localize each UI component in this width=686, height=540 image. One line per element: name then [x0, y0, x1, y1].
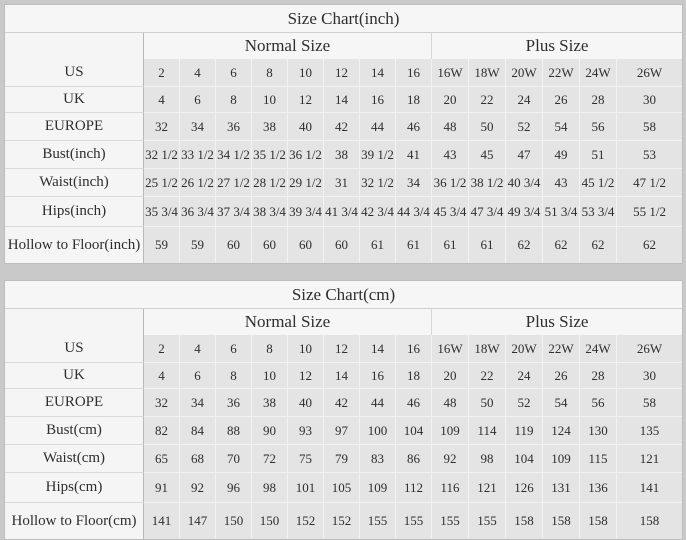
size-value-cell: 10 — [288, 335, 324, 363]
size-value-cell: 47 1/2 — [617, 169, 682, 197]
size-value-cell: 52 — [506, 389, 543, 417]
size-value-cell: 18 — [396, 363, 432, 389]
size-value-cell: 60 — [288, 227, 324, 263]
size-value-cell: 141 — [144, 503, 180, 539]
size-value-cell: 28 — [580, 87, 617, 113]
size-value-cell: 42 — [324, 389, 360, 417]
size-value-cell: 130 — [580, 417, 617, 445]
size-value-cell: 22 — [469, 87, 506, 113]
size-value-cell: 28 — [580, 363, 617, 389]
table-row — [5, 87, 682, 113]
size-value-cell: 26W — [617, 335, 682, 363]
size-value-cell: 43 — [432, 141, 469, 169]
size-value-cell: 10 — [252, 363, 288, 389]
size-value-cell: 31 — [324, 169, 360, 197]
size-chart-cm-table — [4, 280, 683, 540]
size-value-cell: 40 — [288, 113, 324, 141]
size-value-cell: 22W — [543, 59, 580, 87]
size-value-cell: 20 — [432, 87, 469, 113]
size-value-cell: 20 — [432, 363, 469, 389]
size-value-cell: 62 — [617, 227, 682, 263]
size-value-cell: 42 3/4 — [360, 197, 396, 227]
size-value-cell: 51 — [580, 141, 617, 169]
size-value-cell: 60 — [252, 227, 288, 263]
size-value-cell: 55 1/2 — [617, 197, 682, 227]
size-value-cell: 70 — [216, 445, 252, 473]
table-row — [5, 227, 682, 263]
size-value-cell: 34 1/2 — [216, 141, 252, 169]
row-label: Hips(inch) — [5, 197, 144, 227]
size-chart-inch — [4, 4, 681, 264]
size-value-cell: 53 3/4 — [580, 197, 617, 227]
size-value-cell: 40 — [288, 389, 324, 417]
size-value-cell: 86 — [396, 445, 432, 473]
size-value-cell: 2 — [144, 335, 180, 363]
size-value-cell: 90 — [252, 417, 288, 445]
size-value-cell: 4 — [144, 363, 180, 389]
size-value-cell: 36 — [216, 389, 252, 417]
size-value-cell: 93 — [288, 417, 324, 445]
size-value-cell: 8 — [216, 87, 252, 113]
size-value-cell: 44 — [360, 389, 396, 417]
size-value-cell: 82 — [144, 417, 180, 445]
size-value-cell: 79 — [324, 445, 360, 473]
size-value-cell: 75 — [288, 445, 324, 473]
size-value-cell: 38 — [252, 113, 288, 141]
size-value-cell: 14 — [360, 335, 396, 363]
size-value-cell: 53 — [617, 141, 682, 169]
size-value-cell: 27 1/2 — [216, 169, 252, 197]
size-value-cell: 34 — [396, 169, 432, 197]
size-value-cell: 124 — [543, 417, 580, 445]
size-value-cell: 60 — [324, 227, 360, 263]
row-label: US — [5, 59, 144, 87]
size-group-header-row — [5, 33, 682, 59]
chart-title: Size Chart(cm) — [5, 281, 682, 309]
size-value-cell: 109 — [432, 417, 469, 445]
size-value-cell: 24W — [580, 335, 617, 363]
size-value-cell: 16 — [396, 59, 432, 87]
size-value-cell: 48 — [432, 389, 469, 417]
row-label: Hollow to Floor(inch) — [5, 227, 144, 263]
label-column-spacer — [5, 309, 144, 335]
size-value-cell: 58 — [617, 113, 682, 141]
table-row — [5, 417, 682, 445]
size-value-cell: 12 — [288, 87, 324, 113]
size-value-cell: 38 — [324, 141, 360, 169]
size-value-cell: 4 — [144, 87, 180, 113]
size-value-cell: 158 — [617, 503, 682, 539]
size-value-cell: 20W — [506, 59, 543, 87]
size-value-cell: 35 1/2 — [252, 141, 288, 169]
size-value-cell: 152 — [288, 503, 324, 539]
size-value-cell: 92 — [180, 473, 216, 503]
size-value-cell: 155 — [469, 503, 506, 539]
size-value-cell: 8 — [216, 363, 252, 389]
size-value-cell: 16 — [360, 87, 396, 113]
row-label: Waist(inch) — [5, 169, 144, 197]
size-value-cell: 36 — [216, 113, 252, 141]
size-value-cell: 121 — [617, 445, 682, 473]
size-value-cell: 104 — [506, 445, 543, 473]
size-value-cell: 32 — [144, 389, 180, 417]
size-value-cell: 14 — [360, 59, 396, 87]
size-value-cell: 54 — [543, 389, 580, 417]
table-row — [5, 473, 682, 503]
plus-size-header: Plus Size — [432, 309, 682, 335]
size-value-cell: 32 1/2 — [144, 141, 180, 169]
size-value-cell: 28 1/2 — [252, 169, 288, 197]
row-label: Hollow to Floor(cm) — [5, 503, 144, 539]
size-value-cell: 109 — [543, 445, 580, 473]
size-value-cell: 6 — [180, 363, 216, 389]
row-label: UK — [5, 87, 144, 113]
size-value-cell: 56 — [580, 389, 617, 417]
size-chart-inch-table — [4, 4, 683, 264]
size-value-cell: 158 — [506, 503, 543, 539]
size-value-cell: 51 3/4 — [543, 197, 580, 227]
size-value-cell: 115 — [580, 445, 617, 473]
size-value-cell: 59 — [180, 227, 216, 263]
size-value-cell: 155 — [396, 503, 432, 539]
size-value-cell: 105 — [324, 473, 360, 503]
size-value-cell: 47 3/4 — [469, 197, 506, 227]
size-value-cell: 47 — [506, 141, 543, 169]
size-value-cell: 155 — [432, 503, 469, 539]
size-value-cell: 88 — [216, 417, 252, 445]
row-label: Bust(cm) — [5, 417, 144, 445]
size-value-cell: 16 — [360, 363, 396, 389]
size-value-cell: 10 — [288, 59, 324, 87]
size-value-cell: 101 — [288, 473, 324, 503]
size-value-cell: 29 1/2 — [288, 169, 324, 197]
size-value-cell: 150 — [252, 503, 288, 539]
size-value-cell: 65 — [144, 445, 180, 473]
size-value-cell: 18W — [469, 335, 506, 363]
size-value-cell: 56 — [580, 113, 617, 141]
table-row — [5, 197, 682, 227]
chart-title: Size Chart(inch) — [5, 5, 682, 33]
size-value-cell: 4 — [180, 59, 216, 87]
size-value-cell: 24 — [506, 87, 543, 113]
size-value-cell: 36 3/4 — [180, 197, 216, 227]
size-value-cell: 38 1/2 — [469, 169, 506, 197]
size-value-cell: 45 — [469, 141, 506, 169]
size-value-cell: 116 — [432, 473, 469, 503]
size-value-cell: 38 3/4 — [252, 197, 288, 227]
title-row — [5, 5, 682, 33]
size-value-cell: 49 — [543, 141, 580, 169]
size-value-cell: 98 — [469, 445, 506, 473]
size-value-cell: 30 — [617, 87, 682, 113]
size-value-cell: 39 1/2 — [360, 141, 396, 169]
size-value-cell: 26W — [617, 59, 682, 87]
size-value-cell: 61 — [396, 227, 432, 263]
size-value-cell: 155 — [360, 503, 396, 539]
row-label: Bust(inch) — [5, 141, 144, 169]
size-value-cell: 112 — [396, 473, 432, 503]
size-group-header-row — [5, 309, 682, 335]
size-value-cell: 18 — [396, 87, 432, 113]
size-value-cell: 150 — [216, 503, 252, 539]
table-row — [5, 113, 682, 141]
size-value-cell: 141 — [617, 473, 682, 503]
size-value-cell: 58 — [617, 389, 682, 417]
size-value-cell: 91 — [144, 473, 180, 503]
size-value-cell: 40 3/4 — [506, 169, 543, 197]
size-value-cell: 84 — [180, 417, 216, 445]
size-value-cell: 60 — [216, 227, 252, 263]
table-row — [5, 503, 682, 539]
size-value-cell: 68 — [180, 445, 216, 473]
size-value-cell: 30 — [617, 363, 682, 389]
size-value-cell: 96 — [216, 473, 252, 503]
size-value-cell: 119 — [506, 417, 543, 445]
table-row — [5, 335, 682, 363]
size-value-cell: 26 — [543, 363, 580, 389]
size-value-cell: 12 — [288, 363, 324, 389]
size-value-cell: 109 — [360, 473, 396, 503]
size-value-cell: 14 — [324, 363, 360, 389]
size-value-cell: 41 3/4 — [324, 197, 360, 227]
size-value-cell: 16 — [396, 335, 432, 363]
table-row — [5, 363, 682, 389]
row-label: UK — [5, 363, 144, 389]
size-value-cell: 26 1/2 — [180, 169, 216, 197]
size-value-cell: 44 — [360, 113, 396, 141]
title-row — [5, 281, 682, 309]
size-value-cell: 49 3/4 — [506, 197, 543, 227]
size-value-cell: 14 — [324, 87, 360, 113]
size-value-cell: 42 — [324, 113, 360, 141]
size-value-cell: 26 — [543, 87, 580, 113]
size-value-cell: 43 — [543, 169, 580, 197]
size-value-cell: 46 — [396, 113, 432, 141]
size-value-cell: 10 — [252, 87, 288, 113]
size-value-cell: 147 — [180, 503, 216, 539]
size-value-cell: 54 — [543, 113, 580, 141]
size-value-cell: 152 — [324, 503, 360, 539]
size-value-cell: 158 — [543, 503, 580, 539]
size-value-cell: 22 — [469, 363, 506, 389]
size-value-cell: 4 — [180, 335, 216, 363]
size-value-cell: 61 — [360, 227, 396, 263]
size-value-cell: 135 — [617, 417, 682, 445]
row-label: Waist(cm) — [5, 445, 144, 473]
size-value-cell: 25 1/2 — [144, 169, 180, 197]
size-value-cell: 18W — [469, 59, 506, 87]
size-value-cell: 121 — [469, 473, 506, 503]
size-value-cell: 62 — [506, 227, 543, 263]
size-value-cell: 62 — [580, 227, 617, 263]
size-value-cell: 12 — [324, 59, 360, 87]
table-row — [5, 169, 682, 197]
size-value-cell: 32 — [144, 113, 180, 141]
size-value-cell: 97 — [324, 417, 360, 445]
table-row — [5, 445, 682, 473]
size-value-cell: 36 1/2 — [432, 169, 469, 197]
size-value-cell: 44 3/4 — [396, 197, 432, 227]
size-value-cell: 50 — [469, 113, 506, 141]
size-value-cell: 104 — [396, 417, 432, 445]
size-value-cell: 126 — [506, 473, 543, 503]
size-value-cell: 50 — [469, 389, 506, 417]
size-chart-cm — [4, 280, 681, 540]
size-value-cell: 16W — [432, 59, 469, 87]
size-value-cell: 36 1/2 — [288, 141, 324, 169]
size-value-cell: 114 — [469, 417, 506, 445]
size-value-cell: 45 3/4 — [432, 197, 469, 227]
size-value-cell: 38 — [252, 389, 288, 417]
size-value-cell: 46 — [396, 389, 432, 417]
plus-size-header: Plus Size — [432, 33, 682, 59]
table-row — [5, 59, 682, 87]
size-value-cell: 22W — [543, 335, 580, 363]
size-value-cell: 6 — [216, 59, 252, 87]
size-value-cell: 24W — [580, 59, 617, 87]
size-value-cell: 35 3/4 — [144, 197, 180, 227]
table-row — [5, 141, 682, 169]
size-value-cell: 24 — [506, 363, 543, 389]
size-value-cell: 37 3/4 — [216, 197, 252, 227]
size-value-cell: 62 — [543, 227, 580, 263]
size-value-cell: 8 — [252, 59, 288, 87]
size-value-cell: 98 — [252, 473, 288, 503]
size-value-cell: 32 1/2 — [360, 169, 396, 197]
size-value-cell: 136 — [580, 473, 617, 503]
size-value-cell: 59 — [144, 227, 180, 263]
size-value-cell: 39 3/4 — [288, 197, 324, 227]
size-value-cell: 61 — [469, 227, 506, 263]
size-value-cell: 6 — [216, 335, 252, 363]
size-value-cell: 34 — [180, 113, 216, 141]
size-value-cell: 6 — [180, 87, 216, 113]
row-label: US — [5, 335, 144, 363]
size-value-cell: 41 — [396, 141, 432, 169]
size-value-cell: 34 — [180, 389, 216, 417]
size-value-cell: 92 — [432, 445, 469, 473]
normal-size-header: Normal Size — [144, 309, 432, 335]
size-value-cell: 158 — [580, 503, 617, 539]
size-value-cell: 61 — [432, 227, 469, 263]
size-value-cell: 45 1/2 — [580, 169, 617, 197]
row-label: EUROPE — [5, 113, 144, 141]
size-value-cell: 33 1/2 — [180, 141, 216, 169]
size-value-cell: 48 — [432, 113, 469, 141]
size-value-cell: 131 — [543, 473, 580, 503]
table-row — [5, 389, 682, 417]
size-value-cell: 20W — [506, 335, 543, 363]
row-label: Hips(cm) — [5, 473, 144, 503]
size-value-cell: 52 — [506, 113, 543, 141]
size-value-cell: 8 — [252, 335, 288, 363]
size-value-cell: 83 — [360, 445, 396, 473]
row-label: EUROPE — [5, 389, 144, 417]
size-value-cell: 16W — [432, 335, 469, 363]
size-value-cell: 72 — [252, 445, 288, 473]
normal-size-header: Normal Size — [144, 33, 432, 59]
size-value-cell: 2 — [144, 59, 180, 87]
size-value-cell: 100 — [360, 417, 396, 445]
label-column-spacer — [5, 33, 144, 59]
size-value-cell: 12 — [324, 335, 360, 363]
